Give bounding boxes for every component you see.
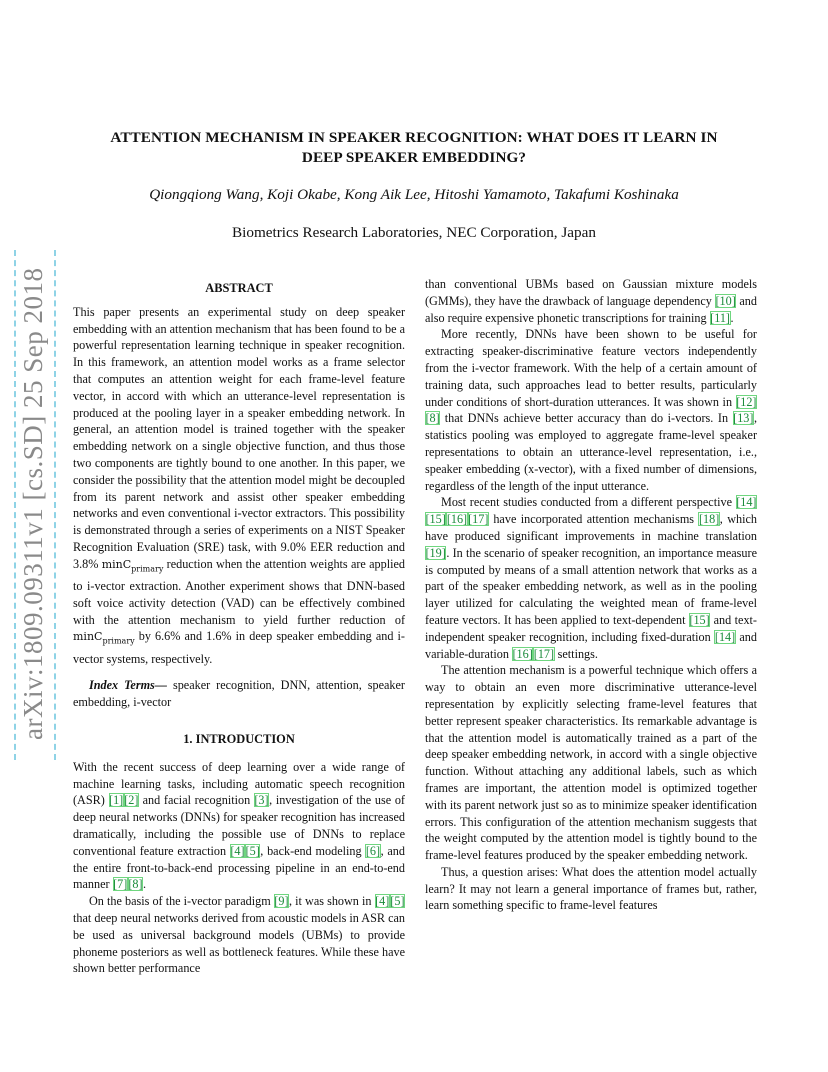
math-minc: minC	[101, 557, 132, 571]
right-column	[425, 276, 757, 914]
affiliation: Biometrics Research Laboratories, NEC Corporation, Japan	[232, 224, 596, 241]
citation-link[interactable]: [14]	[714, 629, 736, 644]
citation-link[interactable]: [18]	[698, 512, 720, 527]
index-terms-label: Index Terms—	[89, 678, 167, 693]
citation-link[interactable]: [5]	[245, 843, 260, 858]
citation-link[interactable]: [13]	[733, 411, 754, 426]
citation-link[interactable]: [2]	[124, 793, 139, 808]
citation-link[interactable]: [17]	[533, 646, 555, 661]
citation-link[interactable]: [7]	[113, 877, 128, 892]
abstract-text: This paper presents an experimental study on deep speaker embedding with an attention mechanism that has been found to be a powerful representation learning technique in speaker recognition. In this framework, an attention model works as a frame selector that computes an attention weight for each frame-level feature vector, in accord with which an utterance-level representation is produced at the pooling layer in a speaker embedding network. In general, an attention model is trained together with the speaker embedding network on a single objective function, and thus those two components are tightly bound to one another. In this paper, we consider the possibility that the attention model might be decoupled from its parent network and assist other speaker embedding networks and even conventional i-vector extractors. This possibility is demonstrated through a series of experiments on a NIST Speaker Recognition Evaluation (SRE) task, with 9.0% EER reduction and 3.8% minC$_{primary}$ reduction when the attention weights are applied to i-vector extraction. Another experiment shows that DNN-based soft voice activity detection (VAD) can be effectively combined with the attention mechanism to yield further reduction of minC$_{primary}$ by 6.6% and 1.6% in deep speaker embedding and i-vector systems, respectively.	[73, 304, 406, 666]
right-paragraph-4: The attention mechanism is a powerful technique which offers a way to obtain an even more discriminative utterance-level representation by explicitly selecting frame-level features that better represent speaker characteristics. Its remarkable advantage is that the attention model is automatically trained as a part of the deep speaker embedding network, in accord with a single objective function. Without attaching any additional labels, such as which frames are important, the attention model is optimized together with its parent network just so as to minimize speaker identification errors. This configuration of the attention mechanism suggests that the weight computed by the attention model is tightly bound to the frame-level features produced by the speaker embedding network.	[425, 663, 757, 863]
citation-link[interactable]: [5]	[390, 894, 405, 909]
right-paragraph-1: than conventional UBMs based on Gaussian mixture models (GMMs), they have the drawback of language dependency [10] and also require expensive phonetic transcriptions for training [11].	[425, 277, 757, 325]
arxiv-identifier: arXiv:1809.09311v1 [cs.SD] 25 Sep 2018	[18, 267, 48, 740]
citation-link[interactable]: [17]	[468, 512, 489, 527]
right-paragraph-5: Thus, a question arises: What does the attention model actually learn? It may not learn a general importance of frames but, rather, learn something specific to frame-level features	[425, 864, 757, 913]
citation-link[interactable]: [16]	[446, 512, 468, 527]
introduction-heading: 1. INTRODUCTION	[183, 732, 295, 746]
citation-link[interactable]: [14]	[736, 495, 757, 510]
citation-link[interactable]: [3]	[254, 793, 269, 808]
citation-link[interactable]: [1]	[109, 793, 124, 808]
citation-link[interactable]: [9]	[274, 894, 289, 909]
paper-title	[60, 128, 768, 168]
abstract-heading: ABSTRACT	[205, 281, 273, 295]
left-column	[73, 280, 405, 977]
citation-link[interactable]: [11]	[710, 310, 730, 325]
title-line-1: ATTENTION MECHANISM IN SPEAKER RECOGNITION: WHAT DOES IT LEARN IN	[110, 129, 718, 146]
intro-paragraph-1: With the recent success of deep learning over a wide range of machine learning tasks, including automatic speech recognition (ASR) [1][2] and facial recognition [3], investigation of the use of deep neural networks (DNNs) for speaker recognition has increased dramatically, including the possible use of DNNs to replace conventional feature extraction [4][5], back-end modeling [6], and the entire front-to-back-end processing pipeline in an end-to-end manner [7][8].	[73, 759, 405, 892]
citation-link[interactable]: [15]	[689, 612, 710, 627]
citation-link[interactable]: [12]	[736, 394, 757, 409]
citation-link[interactable]: [8]	[425, 411, 440, 426]
author-list: Qiongqiong Wang, Koji Okabe, Kong Aik Lee, Hitoshi Yamamoto, Takafumi Koshinaka	[149, 186, 679, 203]
citation-link[interactable]: [16]	[512, 646, 533, 661]
title-line-2: DEEP SPEAKER EMBEDDING?	[301, 149, 527, 166]
index-terms: Index Terms— speaker recognition, DNN, attention, speaker embedding, i-vector	[73, 678, 405, 710]
citation-link[interactable]: [8]	[128, 877, 143, 892]
citation-link[interactable]: [15]	[425, 512, 446, 527]
citation-link[interactable]: [10]	[715, 293, 736, 308]
math-minc: minC	[73, 630, 103, 644]
citation-link[interactable]: [6]	[365, 843, 381, 858]
right-paragraph-2: More recently, DNNs have been shown to be useful for extracting speaker-discriminative feature vectors independently from the i-vector framework. With the help of a certain amount of training data, such approaches lead to better results, particularly under conditions of short-duration utterances. It was shown in [12][8] that DNNs achieve better accuracy than do i-vectors. In [13], statistics pooling was employed to aggregate frame-level speaker representations to obtain an utterance-level representation, i.e., speaker embedding (x-vector), with a fixed number of dimensions, regardless of the length of the input utterance.	[425, 327, 757, 493]
citation-link[interactable]: [19]	[425, 545, 446, 560]
intro-paragraph-2: On the basis of the i-vector paradigm [9], it was shown in [4][5] that deep neural networks derived from acoustic models in ASR can be used as universal background models (UBMs) to provide phoneme posteriors as well as bottleneck features. While these have shown better performance	[73, 894, 405, 976]
citation-link[interactable]: [4]	[230, 843, 245, 858]
right-paragraph-3: Most recent studies conducted from a different perspective [14][15][16][17] have incorporated attention mechanisms [18], which have produced significant improvements in machine translation [19]. In the scenario of speaker recognition, an importance measure is computed by means of a small attention network that works as a part of the speaker embedding network, as well as in the pooling layer utilized for calculating the weighted mean of frame-level feature vectors. It has been applied to text-dependent [15] and text-independent speaker recognition, including fixed-duration [14] and variable-duration [16][17] settings.	[425, 495, 758, 661]
citation-link[interactable]: [4]	[375, 894, 390, 909]
